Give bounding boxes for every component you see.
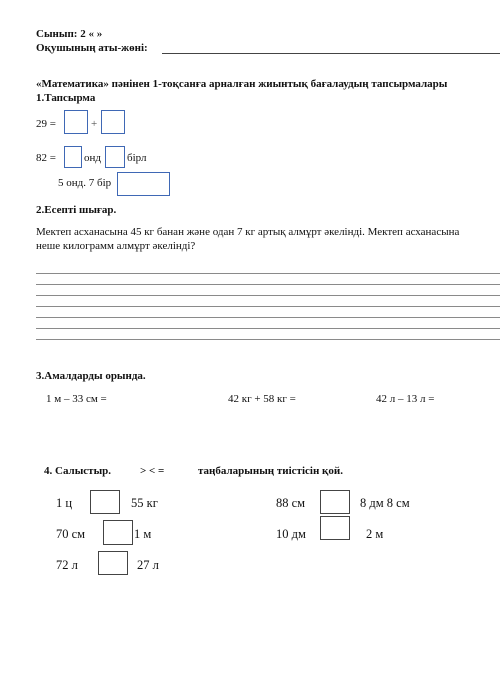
compare-left: 88 см [276, 496, 306, 510]
compare-box[interactable] [90, 490, 120, 514]
task3-expr-2: 42 кг + 58 кг = [228, 393, 296, 405]
task3-heading: 3.Амалдарды орында. [36, 370, 146, 382]
answer-box[interactable] [101, 110, 125, 134]
compare-left: 10 дм [276, 527, 306, 541]
compare-left: 70 см [56, 527, 86, 541]
answer-box[interactable] [64, 146, 82, 168]
student-name-label: Оқушының аты-жөні: [36, 42, 148, 54]
task3-expr-3: 42 л – 13 л = [376, 393, 435, 405]
compare-left: 1 ц [56, 496, 73, 510]
task1-heading: 1.Тапсырма [36, 92, 96, 104]
task4-heading-rest: таңбаларының тиістісін қой. [198, 465, 343, 477]
task1-row1-left: 29 = [36, 118, 56, 130]
task1-row3-left: 5 онд. 7 бір [58, 177, 112, 189]
answer-line[interactable] [36, 295, 500, 296]
compare-right: 2 м [366, 527, 384, 541]
compare-right: 27 л [137, 558, 159, 572]
page-title: «Математика» пәнінен 1-тоқсанға арналған жиынтық бағалаудың тапсырмалары [36, 78, 448, 90]
tens-label: онд [84, 152, 101, 164]
task1-row2-left: 82 = [36, 152, 56, 164]
answer-line[interactable] [36, 328, 500, 329]
compare-box[interactable] [320, 516, 350, 540]
student-name-line[interactable] [162, 53, 500, 54]
answer-box[interactable] [105, 146, 125, 168]
compare-right: 55 кг [131, 496, 158, 510]
plus-sign: + [91, 118, 98, 130]
answer-line[interactable] [36, 306, 500, 307]
task4-heading-num: 4. Салыстыр. [44, 465, 112, 477]
answer-box[interactable] [64, 110, 88, 134]
task2-heading: 2.Есепті шығар. [36, 204, 117, 216]
compare-right: 1 м [134, 527, 152, 541]
answer-line[interactable] [36, 317, 500, 318]
compare-right: 8 дм 8 см [360, 496, 410, 510]
answer-box[interactable] [117, 172, 170, 196]
compare-box[interactable] [103, 520, 133, 545]
answer-line[interactable] [36, 273, 500, 274]
answer-line[interactable] [36, 339, 500, 340]
answer-line[interactable] [36, 284, 500, 285]
task2-text-line1: Мектеп асханасына 45 кг банан және одан 7 кг артық алмұрт әкелінді. Мектеп асханасына [36, 226, 460, 238]
class-label: Сынып: 2 « » [36, 28, 103, 40]
comparison-signs: > < = [140, 465, 165, 477]
compare-left: 72 л [56, 558, 78, 572]
compare-box[interactable] [320, 490, 350, 514]
task2-text-line2: неше килограмм алмұрт әкелінді? [36, 240, 196, 252]
task3-expr-1: 1 м – 33 см = [46, 393, 107, 405]
ones-label: бірл [127, 152, 147, 164]
compare-box[interactable] [98, 551, 128, 575]
